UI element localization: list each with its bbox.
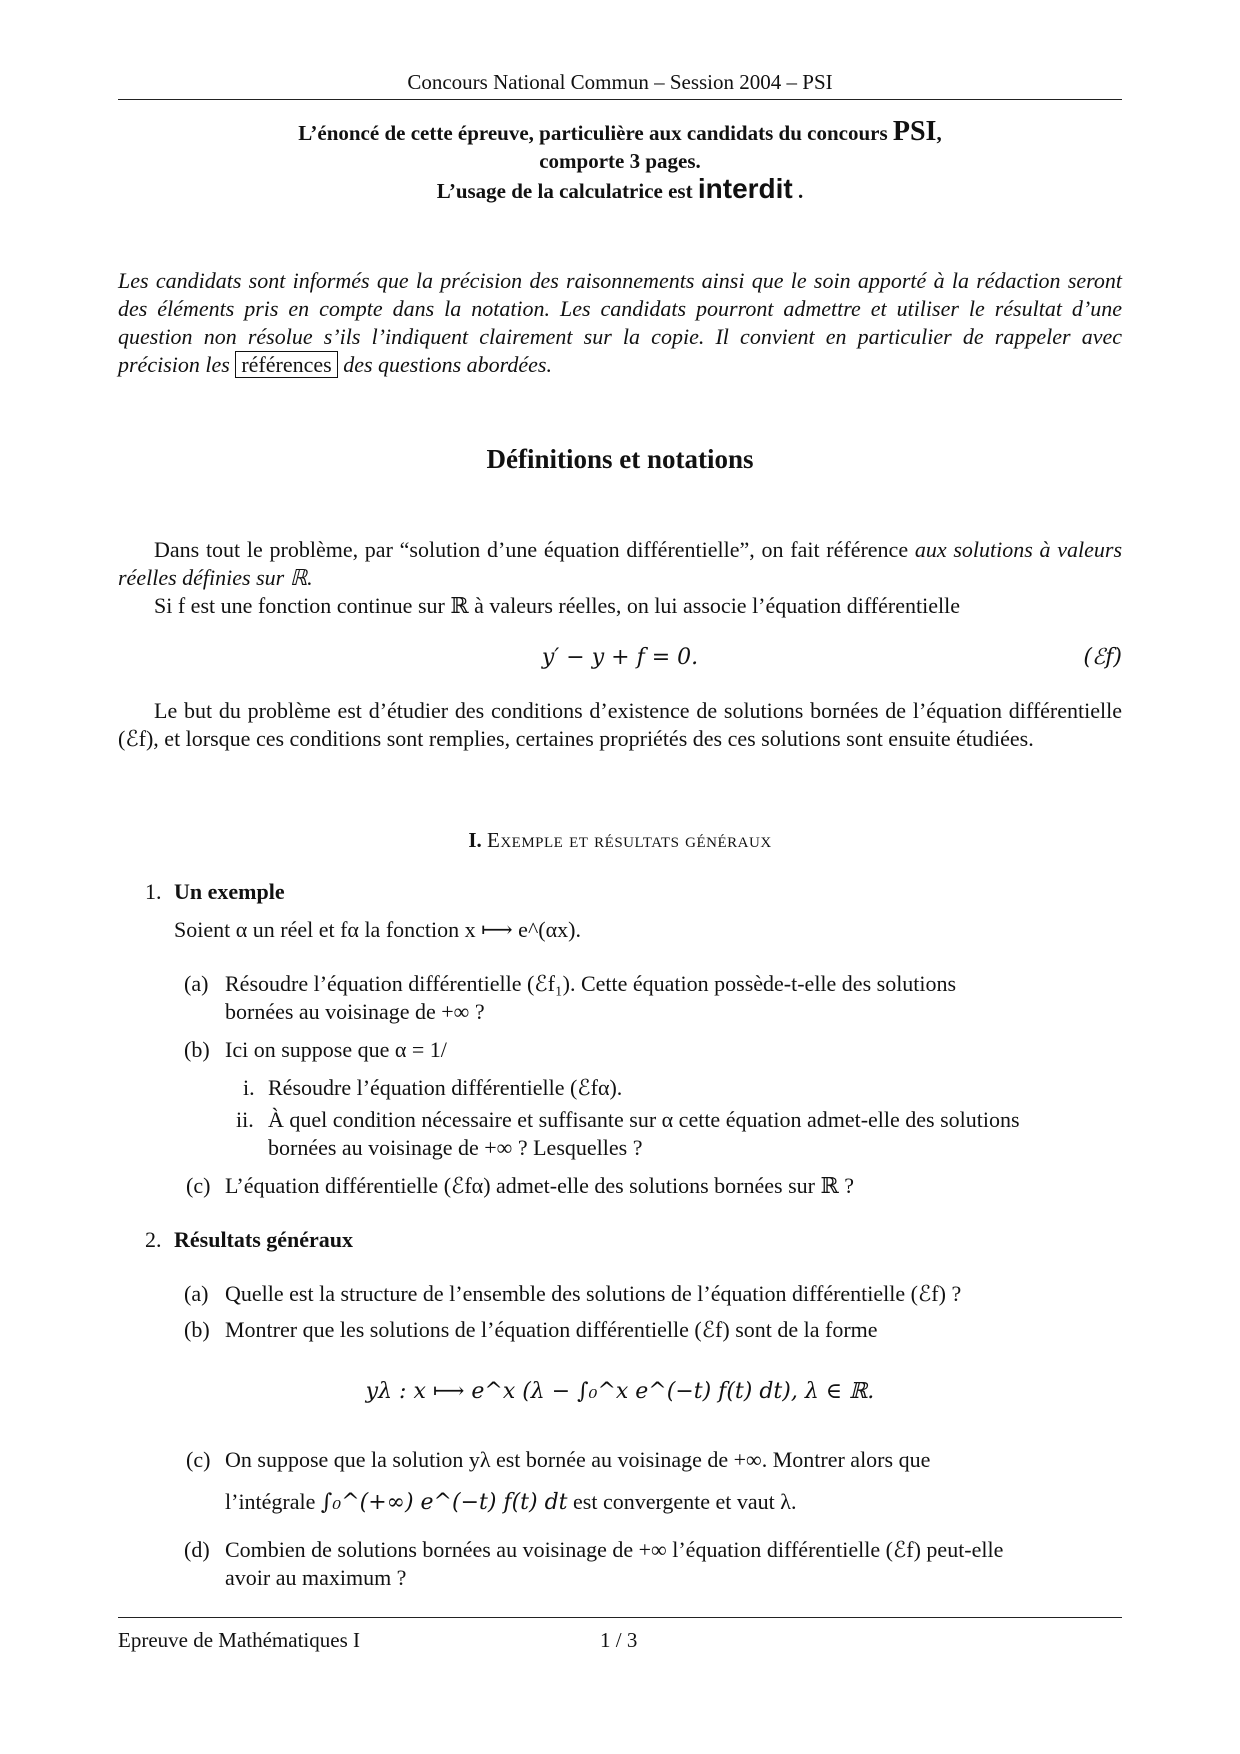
equation-body: y′ − y + f = 0.: [541, 645, 699, 670]
q1bi-label: i.: [243, 1075, 255, 1100]
equation-ef: [118, 645, 1122, 675]
q2c-line2: l’intégrale ∫₀^(+∞) e^(−t) f(t) dt est convergente et vaut λ.: [225, 1489, 797, 1515]
page-number: 1 / 3: [600, 1628, 638, 1652]
q2d-line2: avoir au maximum ?: [225, 1565, 407, 1590]
q1bii-line1: À quel condition nécessaire et suffisante sur α cette équation admet-elle des solutions: [268, 1107, 1020, 1132]
intro-line3: L’usage de la calculatrice est interdit .: [436, 173, 804, 204]
q2b-label: (b): [184, 1317, 210, 1342]
q1-number: 1.: [145, 879, 162, 904]
q1c-label: (c): [186, 1173, 211, 1198]
q1a-line2: bornées au voisinage de +∞ ?: [225, 999, 485, 1024]
q2a-label: (a): [184, 1281, 209, 1306]
definitions-paragraph-1: Dans tout le problème, par “solution d’une équation différentielle”, on fait référence aux solutions à valeurs réelles définies sur ℝ.: [118, 537, 1123, 590]
q2b-text: Montrer que les solutions de l’équation différentielle (ℰf) sont de la forme: [225, 1317, 878, 1342]
q2-number: 2.: [145, 1227, 162, 1252]
q2d-label: (d): [184, 1537, 210, 1562]
footer-rule: [118, 1617, 1122, 1618]
equation-tag: (ℰf): [1083, 645, 1122, 670]
footer-title: Epreuve de Mathématiques I: [118, 1628, 360, 1652]
q2c-label: (c): [186, 1447, 211, 1472]
q2a-text: Quelle est la structure de l’ensemble des solutions de l’équation différentielle (ℰf) ?: [225, 1281, 962, 1306]
q1bii-label: ii.: [236, 1107, 254, 1132]
definitions-paragraph-3: Le but du problème est d’étudier des conditions d’existence de solutions bornées de l’équation différentielle (ℰf), et lorsque ces conditions sont remplies, certaines propriétés des ces solutions sont ensuite étudiées.: [118, 698, 1122, 751]
q2d-line1: Combien de solutions bornées au voisinage de +∞ l’équation différentielle (ℰf) peut-elle: [225, 1537, 1004, 1562]
q1b-text: Ici on suppose que α = 1/: [225, 1037, 447, 1062]
intro-block: [118, 118, 1122, 205]
q1c-text: L’équation différentielle (ℰfα) admet-elle des solutions bornées sur ℝ ?: [225, 1173, 854, 1198]
references-box: références: [235, 351, 337, 378]
q1-intro: Soient α un réel et fα la fonction x ⟼ e^(αx).: [174, 917, 581, 942]
intro-line2: comporte 3 pages.: [539, 149, 701, 173]
q2b-formula: yλ : x ⟼ e^x (λ − ∫₀^x e^(−t) f(t) dt), λ ∈ ℝ.: [365, 1379, 875, 1404]
q1-title: Un exemple: [174, 879, 285, 904]
intro-line1: L’énoncé de cette épreuve, particulière aux candidats du concours PSI,: [298, 116, 942, 147]
q1b-label: (b): [184, 1037, 210, 1062]
q1a-line1: Résoudre l’équation différentielle (ℰf₁). Cette équation possède-t-elle des solutions: [225, 971, 957, 996]
q1bi-text: Résoudre l’équation différentielle (ℰfα).: [268, 1075, 623, 1100]
header-rule: [118, 99, 1122, 100]
candidate-notice: Les candidats sont informés que la précision des raisonnements ainsi que le soin apporté à la rédaction seront des éléments pris en compte dans la notation. Les candidats pourront admettre et utiliser le résultat d’une question non résolue s’ils l’indiquent clairement sur la copie. Il convient en particulier de rappeler avec précision les références des questions abordées.: [118, 268, 1122, 377]
q2c-line1: On suppose que la solution yλ est bornée au voisinage de +∞. Montrer alors que: [225, 1447, 931, 1472]
section-heading: I. Exemple et résultats généraux: [468, 828, 772, 852]
q2c-integral: ∫₀^(+∞) e^(−t) f(t) dt: [320, 1490, 568, 1515]
q1a-label: (a): [184, 971, 209, 996]
definitions-title: Définitions et notations: [486, 444, 754, 474]
definitions-paragraph-2: Si f est une fonction continue sur ℝ à valeurs réelles, on lui associe l’équation différentielle: [154, 593, 960, 618]
q1bii-line2: bornées au voisinage de +∞ ? Lesquelles ?: [268, 1135, 643, 1160]
running-header: Concours National Commun – Session 2004 – PSI: [407, 70, 833, 94]
q2-title: Résultats généraux: [174, 1227, 354, 1252]
